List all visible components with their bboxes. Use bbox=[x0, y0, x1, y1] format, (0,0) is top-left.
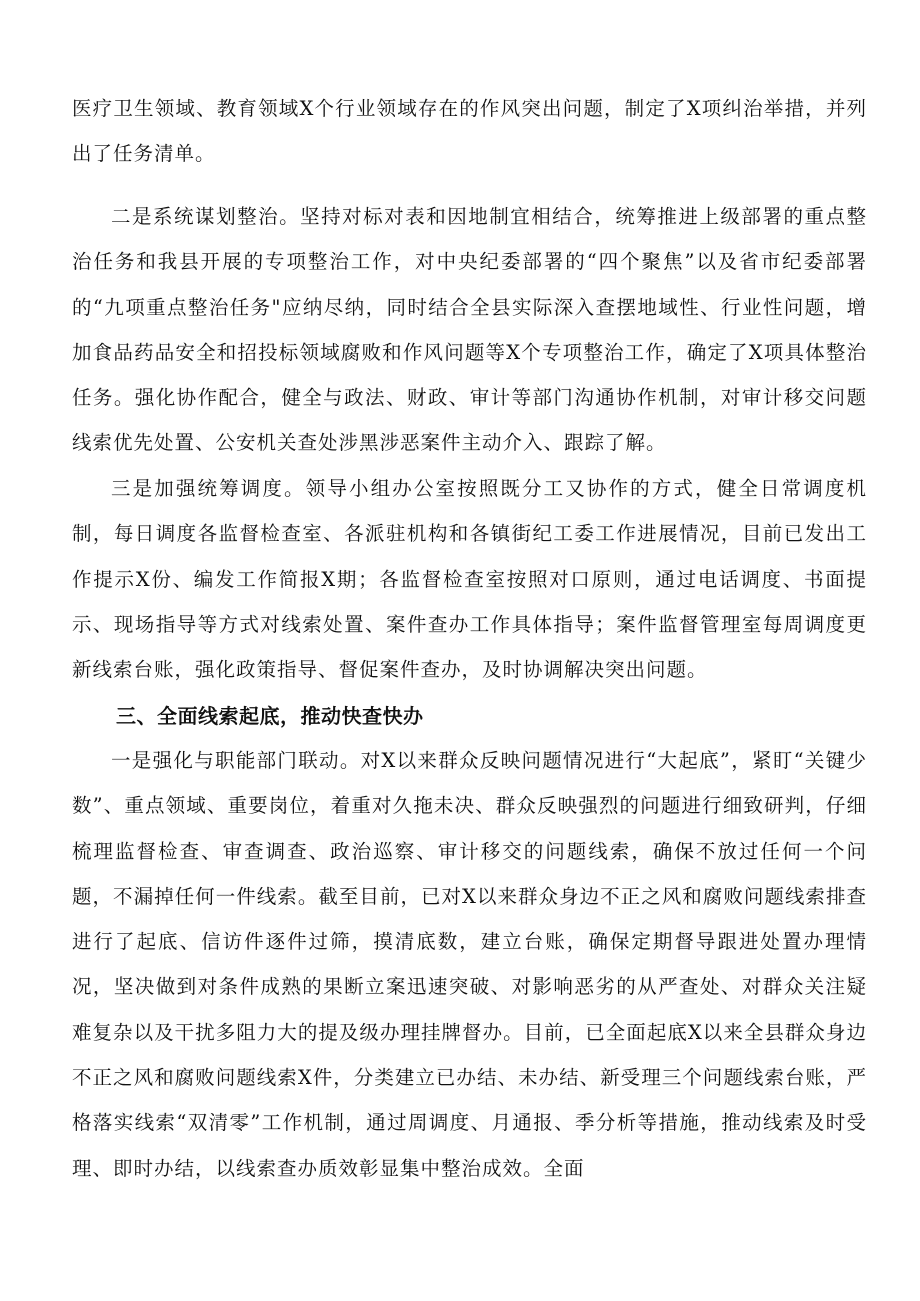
section-heading: 三、全面线索起底，推动快查快办 bbox=[116, 704, 424, 728]
paragraph-systematic-planning: 二是系统谋划整治。坚持对标对表和因地制宜相结合，统筹推进上级部署的重点整治任务和我县开展的专项整治工作，对中央纪委部署的“四个聚焦”以及省市纪委部署的“九项重点整治任务"应纳尽纳，同时结合全县实际深入查摆地域性、行业性问题，增加食品药品安全和招投标领域腐败和作风问题等X个专项整治工作，确定了X项具体整治任务。强化协作配合，健全与政法、财政、审计等部门沟通协作机制，对审计移交问题线索优先处置、公安机关查处涉黑涉恶案件主动介入、跟踪了解。 bbox=[72, 205, 867, 455]
paragraph-continuation: 医疗卫生领域、教育领域X个行业领域存在的作风突出问题，制定了X项纠治举措，并列出了任务清单。 bbox=[72, 97, 867, 166]
paragraph-coordination-scheduling: 三是加强统筹调度。领导小组办公室按照既分工又协作的方式，健全日常调度机制，每日调度各监督检查室、各派驻机构和各镇街纪工委工作进展情况，目前已发出工作提示X份、编发工作简报X期；各监督检查室按照对口原则，通过电话调度、书面提示、现场指导等方式对线索处置、案件查办工作具体指导；案件监督管理室每周调度更新线索台账，强化政策指导、督促案件查办，及时协调解决突出问题。 bbox=[72, 477, 867, 682]
paragraph-departmental-linkage: 一是强化与职能部门联动。对X以来群众反映问题情况进行“大起底”，紧盯“关键少数”、重点领域、重要岗位，着重对久拖未决、群众反映强烈的问题进行细致研判，仔细梳理监督检查、审查调查、政治巡察、审计移交的问题线索，确保不放过任何一个问题，不漏掉任何一件线索。截至目前，已对X以来群众身边不正之风和腐败问题线索排查进行了起底、信访件逐件过筛，摸清底数，建立台账，确保定期督导跟进处置办理情况，坚决做到对条件成熟的果断立案迅速突破、对影响恶劣的从严查处、对群众关注疑难复杂以及干扰多阻力大的提及级办理挂牌督办。目前，已全面起底X以来全县群众身边不正之风和腐败问题线索X件，分类建立已办结、未办结、新受理三个问题线索台账，严格落实线索“双清零”工作机制，通过周调度、月通报、季分析等措施，推动线索及时受理、即时办结，以线索查办质效彰显集中整治成效。全面 bbox=[72, 749, 867, 1180]
